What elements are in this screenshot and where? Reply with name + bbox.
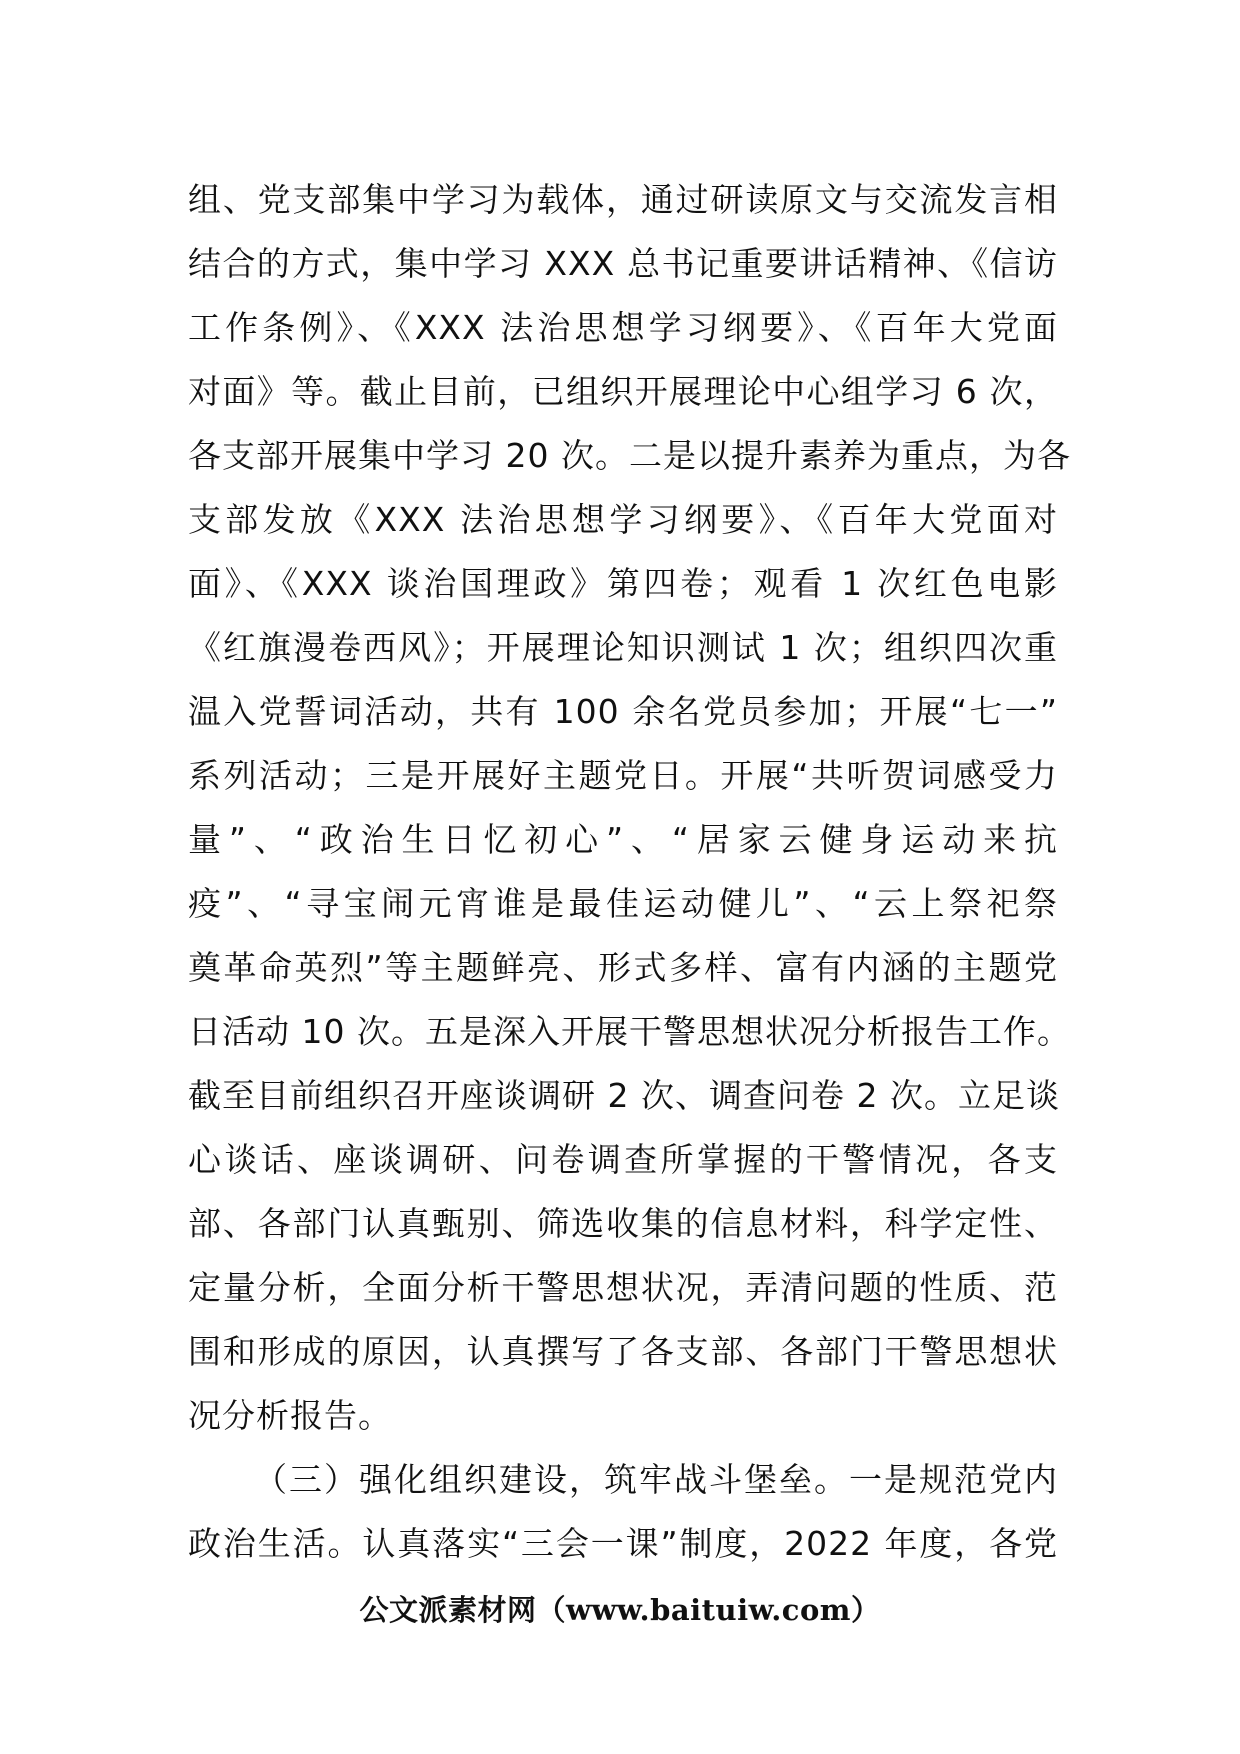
text-line: 日活动 10 次。五是深入开展干警思想状况分析报告工作。: [188, 1012, 1071, 1051]
text-line: 系列活动；三是开展好主题党日。开展“共听贺词感受力: [188, 756, 1058, 795]
text-line: 组、党支部集中学习为载体，通过研读原文与交流发言相: [188, 180, 1058, 219]
text-line: 结合的方式，集中学习 XXX 总书记重要讲话精神、《信访: [188, 244, 1058, 283]
text-line: 部、各部门认真甄别、筛选收集的信息材料，科学定性、: [188, 1204, 1058, 1243]
text-line: 支部发放《XXX 法治思想学习纲要》、《百年大党面对: [188, 500, 1058, 539]
text-line: 心谈话、座谈调研、问卷调查所掌握的干警情况，各支: [188, 1140, 1058, 1179]
text-line: 截至目前组织召开座谈调研 2 次、调查问卷 2 次。立足谈: [188, 1076, 1060, 1115]
text-line: 政治生活。认真落实“三会一课”制度，2022 年度，各党: [188, 1524, 1058, 1563]
text-line: 《红旗漫卷西风》；开展理论知识测试 1 次；组织四次重: [188, 628, 1058, 667]
text-line: 面》、《XXX 谈治国理政》第四卷；观看 1 次红色电影: [188, 564, 1058, 603]
text-line: 围和形成的原因，认真撰写了各支部、各部门干警思想状: [188, 1332, 1058, 1371]
paragraph-1: [188, 168, 1071, 1448]
text-line: 工作条例》、《XXX 法治思想学习纲要》、《百年大党面: [188, 308, 1058, 347]
text-line: 奠革命英烈”等主题鲜亮、形式多样、富有内涵的主题党: [188, 948, 1058, 987]
text-line: 各支部开展集中学习 20 次。二是以提升素养为重点，为各: [188, 436, 1071, 475]
footer-watermark: 公文派素材网（www.baituiw.com）: [359, 1593, 881, 1627]
text-line: 况分析报告。: [188, 1396, 392, 1435]
paragraph-2: [188, 1448, 1058, 1576]
document-body: [188, 168, 1071, 1576]
text-line: 对面》等。截止目前，已组织开展理论中心组学习 6 次，: [188, 372, 1058, 411]
text-line: 疫”、“寻宝闹元宵谁是最佳运动健儿”、“云上祭祀祭: [188, 884, 1058, 923]
text-line: 温入党誓词活动，共有 100 余名党员参加；开展“七一”: [188, 692, 1058, 731]
text-line: 定量分析，全面分析干警思想状况，弄清问题的性质、范: [188, 1268, 1058, 1307]
section-heading-line: （三）强化组织建设，筑牢战斗堡垒。一是规范党内: [254, 1460, 1058, 1499]
text-line: 量”、“政治生日忆初心”、“居家云健身运动来抗: [188, 820, 1058, 859]
